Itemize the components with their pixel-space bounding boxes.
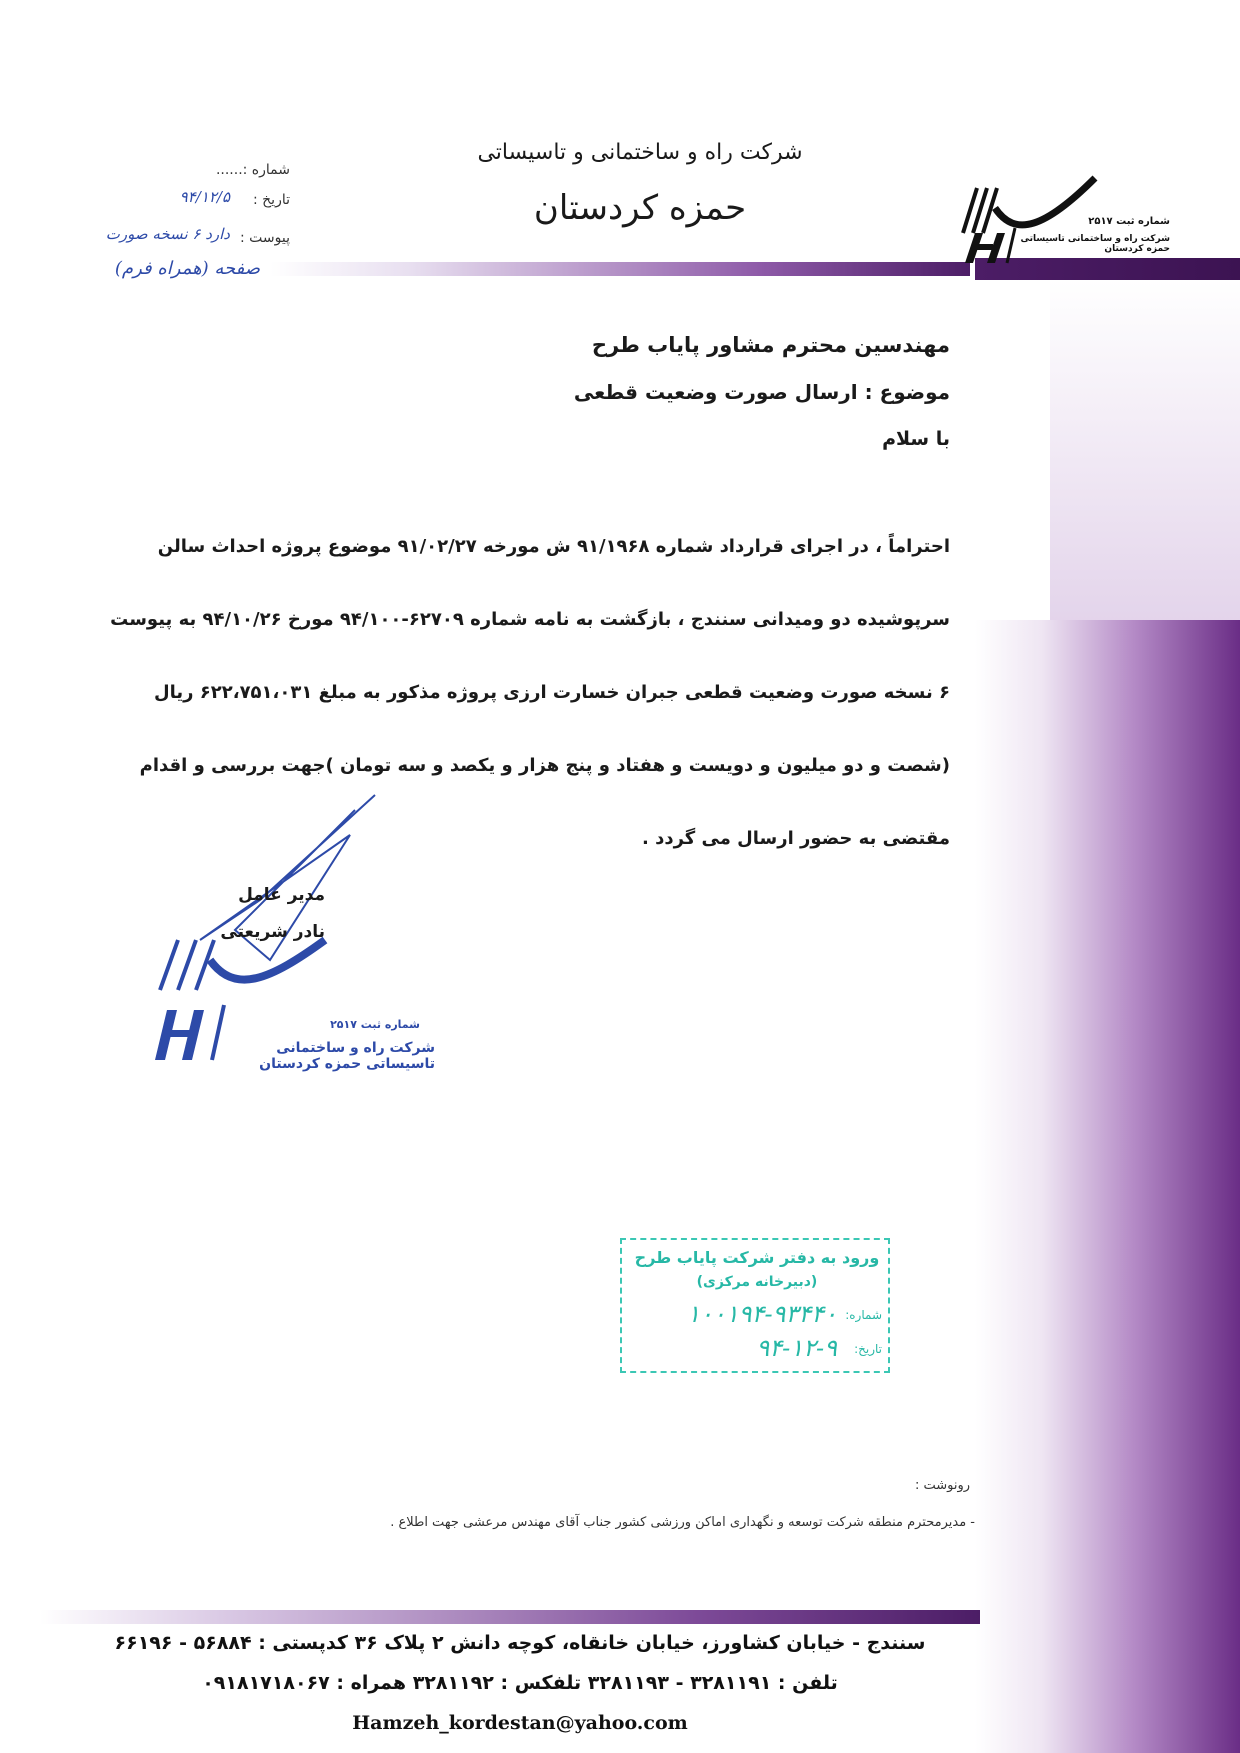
receipt-stamp-subtitle: (دبیرخانه مرکزی) <box>696 1274 818 1290</box>
receipt-number-label: شماره: <box>845 1308 882 1322</box>
body-line: سرپوشیده دو ومیدانی سنندج ، بازگشت به نامه شماره ۶۲۷۰۹-۹۴/۱۰۰ مورخ ۹۴/۱۰/۲۶ به پیوست <box>110 609 950 630</box>
cc-label: رونوشت : <box>914 1478 970 1493</box>
date-label: تاریخ : <box>252 192 290 208</box>
signatory-title: مدیر عامل <box>238 885 325 905</box>
purple-side-band <box>975 620 1240 1753</box>
attachment-value: دارد ۶ نسخه صورت <box>105 225 230 243</box>
company-subtitle: شرکت راه و ساختمانی و تاسیساتی <box>477 140 803 165</box>
body-line: مقتضی به حضور ارسال می گردد . <box>642 828 950 849</box>
cc-recipient: - مدیرمحترم منطقه شرکت توسعه و نگهداری اماکن ورزشی کشور جناب آقای مهندس مرعشی جهت اطلاع . <box>390 1515 975 1530</box>
footer-phones: تلفن : ۳۲۸۱۱۹۱ - ۳۲۸۱۱۹۳ تلفکس : ۳۲۸۱۱۹۲ همراه : ۰۹۱۸۱۷۱۸۰۶۷ <box>202 1672 838 1694</box>
logo-caption-company: شرکت راه و ساختمانی تاسیساتی حمزه کردستان <box>1020 234 1170 254</box>
body-line: (شصت و دو میلیون و دویست و هفتاد و پنج هزار و یکصد و سه تومان )جهت بررسی و اقدام <box>139 755 950 776</box>
greeting: با سلام <box>882 428 950 450</box>
attachment-label: پیوست : <box>240 230 290 246</box>
body-line: ۶ نسخه صورت وضعیت قطعی جبران خسارت ارزی پروژه مذکور به مبلغ ۶۲۲،۷۵۱،۰۳۱ ریال <box>154 682 950 703</box>
receipt-date-label: تاریخ: <box>854 1342 882 1356</box>
receipt-stamp <box>620 1238 890 1373</box>
receipt-date-value: ۹۴-۱۲-۹ <box>756 1334 837 1362</box>
footer-email: Hamzeh_kordestan@yahoo.com <box>352 1712 688 1734</box>
seal-company-name: شرکت راه و ساختمانی تاسیساتی حمزه کردستان <box>259 1040 435 1072</box>
body-line: احتراماً ، در اجرای قرارداد شماره ۹۱/۱۹۶۸ ش مورخه ۹۱/۰۲/۲۷ موضوع پروژه احداث سالن <box>157 536 950 557</box>
recipient-line: مهندسین محترم مشاور پایاب طرح <box>591 333 950 357</box>
subject-line: موضوع : ارسال صورت وضعیت قطعی <box>573 380 950 404</box>
receipt-stamp-title: ورود به دفتر شرکت پایاب طرح <box>634 1248 880 1267</box>
signatory-name: نادر شریعتی <box>220 922 325 942</box>
handwritten-note: صفحه (همراه فرم) <box>114 258 260 279</box>
side-band-top <box>1050 280 1240 620</box>
receipt-number-value: ۱۰۰۱۹۴-۹۳۴۴۰ <box>687 1300 837 1328</box>
footer-divider-bar <box>40 1610 980 1624</box>
company-name: حمزه کردستان <box>533 188 747 228</box>
header-divider-bar <box>270 262 970 276</box>
footer-address: سنندج - خیابان کشاورز، خیابان خانقاه، کوچه دانش ۲ پلاک ۳۶ کدپستی : ۵۶۸۸۴ - ۶۶۱۹۶ <box>114 1632 926 1654</box>
seal-registration: شماره ثبت ۲۵۱۷ <box>330 1018 420 1031</box>
date-value: ۹۴/۱۲/۵ <box>179 188 230 206</box>
number-field: شماره :...... <box>215 162 290 178</box>
logo-caption-reg: شماره ثبت ۲۵۱۷ <box>1088 216 1170 227</box>
